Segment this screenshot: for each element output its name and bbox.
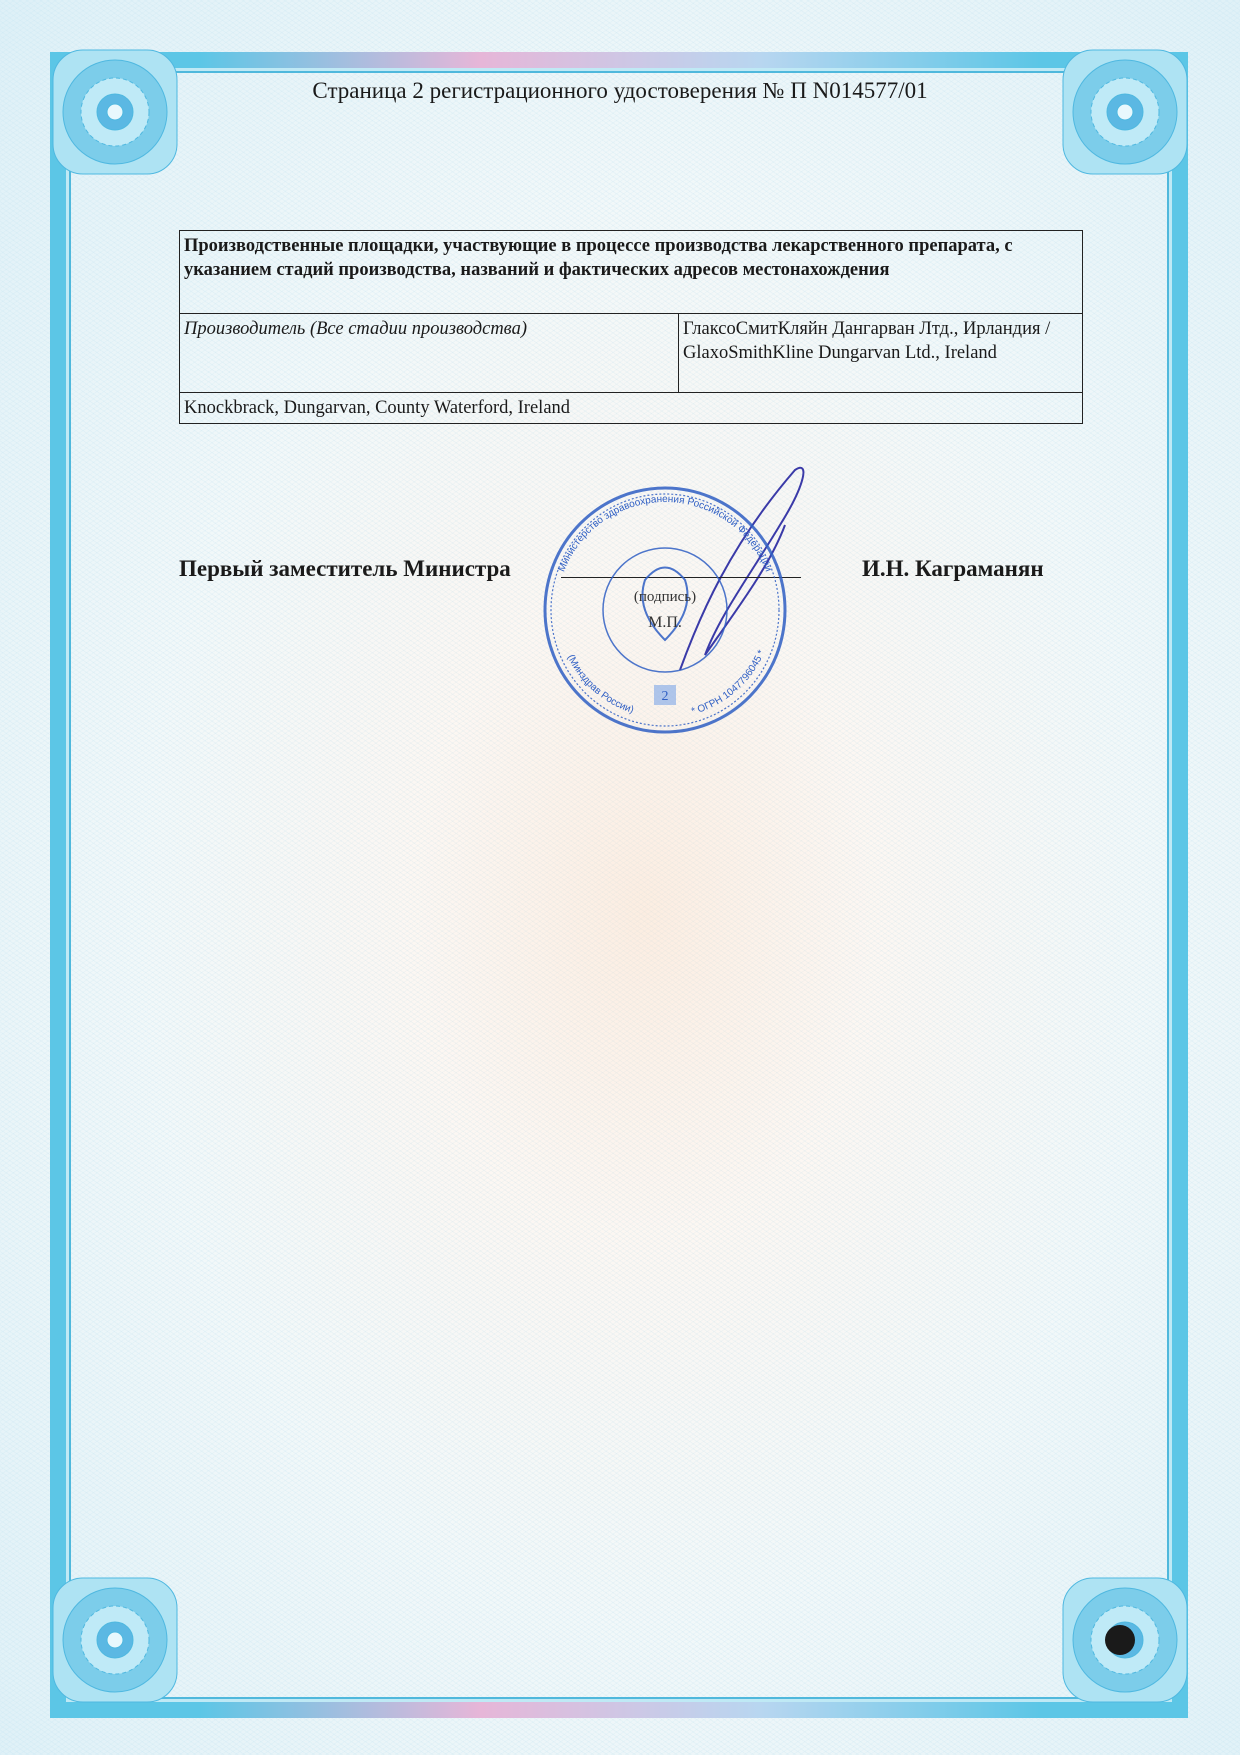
- table-header-row: [180, 231, 1083, 314]
- frame-top-band: [200, 52, 1040, 68]
- signatory-position: Первый заместитель Министра: [179, 556, 511, 581]
- frame-bottom-band: [200, 1702, 1040, 1718]
- manufacturer-address: Knockbrack, Dungarvan, County Waterford, Ireland: [180, 393, 1083, 424]
- signatory-name: И.Н. Каграманян: [862, 556, 1044, 581]
- page-title: Страница 2 регистрационного удостоверения № П N014577/01: [312, 78, 928, 103]
- stamp-number: 2: [661, 689, 669, 704]
- corner-rosette-icon: [1055, 42, 1195, 182]
- manufacturer-name: ГлаксоСмитКляйн Дангарван Лтд., Ирландия / GlaxoSmithKline Dungarvan Ltd., Ireland: [679, 314, 1083, 393]
- punch-hole: [1105, 1625, 1135, 1655]
- stamp-text-segment: * ОГРН 1047796045 *: [690, 648, 768, 718]
- table-header: Производственные площадки, участвующие в процессе производства лекарственного препарата, с указанием стадий производства, названий и фактических адресов местонахождения: [180, 231, 1083, 314]
- table-row: [180, 314, 1083, 393]
- official-stamp: [540, 485, 790, 735]
- manufacturer-role: Производитель (Все стадии производства): [180, 314, 679, 393]
- corner-rosette-icon: [45, 42, 185, 182]
- production-sites-table: [179, 230, 1083, 424]
- stamp-text-segment: Министерство здравоохранения Российской Федерации: [556, 494, 774, 574]
- stamp-text-segment: (Минздрав России): [564, 652, 636, 716]
- signature-caption: (подпись): [633, 589, 697, 605]
- seal-caption: М.П.: [648, 614, 682, 631]
- corner-rosette-icon: [45, 1570, 185, 1710]
- table-row: [180, 393, 1083, 424]
